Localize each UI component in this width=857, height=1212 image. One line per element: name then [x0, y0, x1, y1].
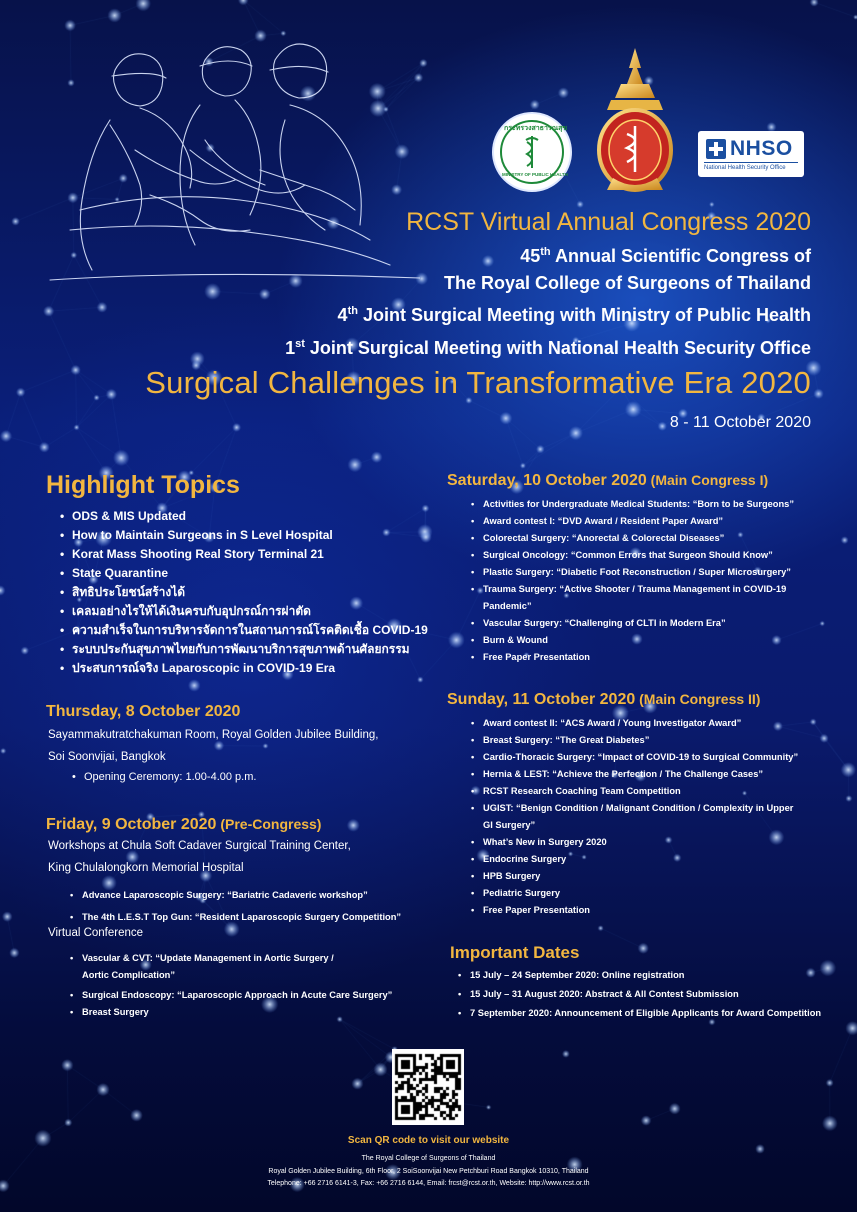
header-line-3-sup: th — [347, 305, 358, 317]
list-item: • ประสบการณ์จริง Laparoscopic in COVID-19 Era — [60, 659, 428, 678]
friday-subtitle: (Pre-Congress) — [216, 816, 322, 832]
header-line-2: The Royal College of Surgeons of Thailand — [443, 273, 811, 293]
list-item-continuation: GI Surgery” — [483, 820, 536, 830]
header-line-3-text: Joint Surgical Meeting with Ministry of Public Health — [357, 305, 811, 325]
list-item — [70, 950, 392, 984]
nhso-logo — [698, 131, 804, 177]
list-item: • Breast Surgery: “The Great Diabetes” — [471, 732, 798, 749]
header-line-4-sup: st — [295, 338, 305, 350]
list-item: • Opening Ceremony: 1.00-4.00 p.m. — [72, 769, 256, 786]
header-line-1 — [520, 246, 811, 267]
header-line-1-text: Annual Scientific Congress of — [550, 246, 811, 266]
friday-virtual-list — [70, 950, 392, 1021]
nhso-logo-text: NHSO — [730, 137, 793, 160]
friday-workshops-list — [70, 884, 401, 928]
highlight-topics-list — [60, 507, 428, 678]
list-item: • Award contest I: “DVD Award / Resident Paper Award” — [471, 513, 794, 530]
list-item-continuation: Pandemic” — [483, 601, 532, 611]
header-line-4 — [285, 338, 811, 359]
list-item: • ความสำเร็จในการบริหารจัดการในสถานการณ์โรคติดเชื้อ COVID-19 — [60, 621, 428, 640]
list-item: • Colorectal Surgery: “Anorectal & Colorectal Diseases” — [471, 530, 794, 547]
highlight-topics-title: Highlight Topics — [46, 471, 240, 499]
sunday-title-text: Sunday, 11 October 2020 — [447, 691, 636, 708]
moph-caduceus-icon — [524, 134, 540, 170]
thursday-list — [72, 769, 256, 786]
header-line-4-text: Joint Surgical Meeting with National Health Security Office — [304, 338, 811, 358]
list-item: • 15 July – 24 September 2020: Online registration — [458, 966, 821, 985]
list-item: • Surgical Endoscopy: “Laparoscopic Approach in Acute Care Surgery” — [70, 987, 392, 1004]
congress-dates: 8 - 11 October 2020 — [669, 414, 811, 431]
list-item-text: Trauma Surgery: “Active Shooter / Trauma Management in COVID-19 — [483, 584, 787, 594]
thursday-venue-line-2: Soi Soonvijai, Bangkok — [48, 751, 166, 763]
virtual-conference-title: Virtual Conference — [48, 927, 144, 939]
list-item: • Advance Laparoscopic Surgery: “Bariatric Cadaveric workshop” — [70, 884, 401, 906]
list-item: • Breast Surgery — [70, 1004, 392, 1021]
footer-address: Royal Golden Jubilee Building, 6th Floor, 2 SoiSoonvijai New Petchburi Road Bangkok 10310, Thailand — [268, 1168, 589, 1175]
list-item: • What’s New in Surgery 2020 — [471, 834, 798, 851]
list-item: • Free Paper Presentation — [471, 902, 798, 919]
saturday-title-text: Saturday, 10 October 2020 — [447, 472, 647, 489]
nhso-logo-subtext: National Health Security Office — [704, 165, 786, 171]
rcst-crest-icon — [593, 46, 677, 194]
saturday-title — [447, 472, 768, 490]
moph-logo-icon — [494, 114, 570, 190]
list-item — [471, 800, 798, 834]
sunday-list — [471, 715, 798, 919]
list-item-text: Vascular & CVT: “Update Management in Aortic Surgery / — [82, 953, 334, 963]
list-item: • สิทธิประโยชน์สร้างได้ — [60, 583, 428, 602]
list-item: • 7 September 2020: Announcement of Eligible Applicants for Award Competition — [458, 1004, 821, 1023]
list-item: • Free Paper Presentation — [471, 649, 794, 666]
qr-code-icon[interactable] — [392, 1049, 464, 1125]
list-item: • Burn & Wound — [471, 632, 794, 649]
header-line-1-sup: th — [540, 246, 551, 258]
moph-logo-subtext: MINISTRY OF PUBLIC HEALTH — [502, 172, 568, 177]
list-item — [471, 581, 794, 615]
list-item: • How to Maintain Surgeons in S Level Hospital — [60, 526, 428, 545]
list-item: • Korat Mass Shooting Real Story Terminal 21 — [60, 545, 428, 564]
qr-caption: Scan QR code to visit our website — [347, 1135, 510, 1146]
header-line-3 — [338, 305, 811, 326]
list-item: • ODS & MIS Updated — [60, 507, 428, 526]
list-item: • 15 July – 31 August 2020: Abstract & All Contest Submission — [458, 985, 821, 1004]
thursday-venue-line-1: Sayammakutratchakuman Room, Royal Golden Jubilee Building, — [48, 729, 379, 741]
surgeons-line-art-icon — [40, 30, 420, 290]
list-item: • Endocrine Surgery — [471, 851, 798, 868]
header-line-4-number: 1 — [285, 338, 296, 358]
list-item: • Surgical Oncology: “Common Errors that Surgeon Should Know” — [471, 547, 794, 564]
saturday-subtitle: (Main Congress I) — [646, 472, 769, 488]
list-item: • State Quarantine — [60, 564, 428, 583]
friday-title-text: Friday, 9 October 2020 — [46, 816, 217, 833]
sunday-subtitle: (Main Congress II) — [635, 691, 761, 707]
list-item: • Activities for Undergraduate Medical Students: “Born to be Surgeons” — [471, 496, 794, 513]
thursday-title: Thursday, 8 October 2020 — [46, 703, 241, 720]
saturday-list — [471, 496, 794, 666]
important-dates-title: Important Dates — [450, 943, 580, 962]
list-item: • Pediatric Surgery — [471, 885, 798, 902]
friday-venue-line-1: Workshops at Chula Soft Cadaver Surgical Training Center, — [48, 840, 351, 852]
list-item-text: UGIST: “Benign Condition / Malignant Condition / Complexity in Upper — [483, 803, 794, 813]
list-item: • เคลมอย่างไรให้ได้เงินครบกับอุปกรณ์การผ่าตัด — [60, 602, 428, 621]
list-item: • HPB Surgery — [471, 868, 798, 885]
list-item: • Cardio-Thoracic Surgery: “Impact of COVID-19 to Surgical Community” — [471, 749, 798, 766]
list-item: • ระบบประกันสุขภาพไทยกับการพัฒนาบริการสุขภาพด้านศัลยกรรม — [60, 640, 428, 659]
list-item: • The 4th L.E.S.T Top Gun: “Resident Laparoscopic Surgery Competition” — [70, 906, 401, 928]
footer-contact: Telephone: +66 2716 6141-3, Fax: +66 2716 6144, Email: frcst@rcst.or.th, Website: http://www.rcst.or.th — [267, 1180, 590, 1187]
moph-logo-text: กระทรวงสาธารณสุข — [504, 125, 568, 132]
footer-organization: The Royal College of Surgeons of Thailand — [361, 1155, 496, 1162]
list-item: • RCST Research Coaching Team Competition — [471, 783, 798, 800]
sunday-title — [447, 691, 760, 709]
friday-venue-line-2: King Chulalongkorn Memorial Hospital — [48, 862, 244, 874]
friday-title — [46, 816, 321, 834]
list-item: • Hernia & LEST: “Achieve the Perfection / The Challenge Cases” — [471, 766, 798, 783]
important-dates-list — [458, 966, 821, 1023]
congress-theme: Surgical Challenges in Transformative Era 2020 — [145, 365, 811, 400]
nhso-cross-icon — [706, 139, 726, 159]
list-item: • Award contest II: “ACS Award / Young Investigator Award” — [471, 715, 798, 732]
list-item-continuation: Aortic Complication” — [82, 970, 175, 980]
header-line-1-number: 45 — [520, 246, 541, 266]
list-item: • Plastic Surgery: “Diabetic Foot Reconstruction / Super Microsurgery” — [471, 564, 794, 581]
list-item: • Vascular Surgery: “Challenging of CLTI in Modern Era” — [471, 615, 794, 632]
header-line-3-number: 4 — [337, 305, 348, 325]
congress-title: RCST Virtual Annual Congress 2020 — [406, 208, 811, 236]
